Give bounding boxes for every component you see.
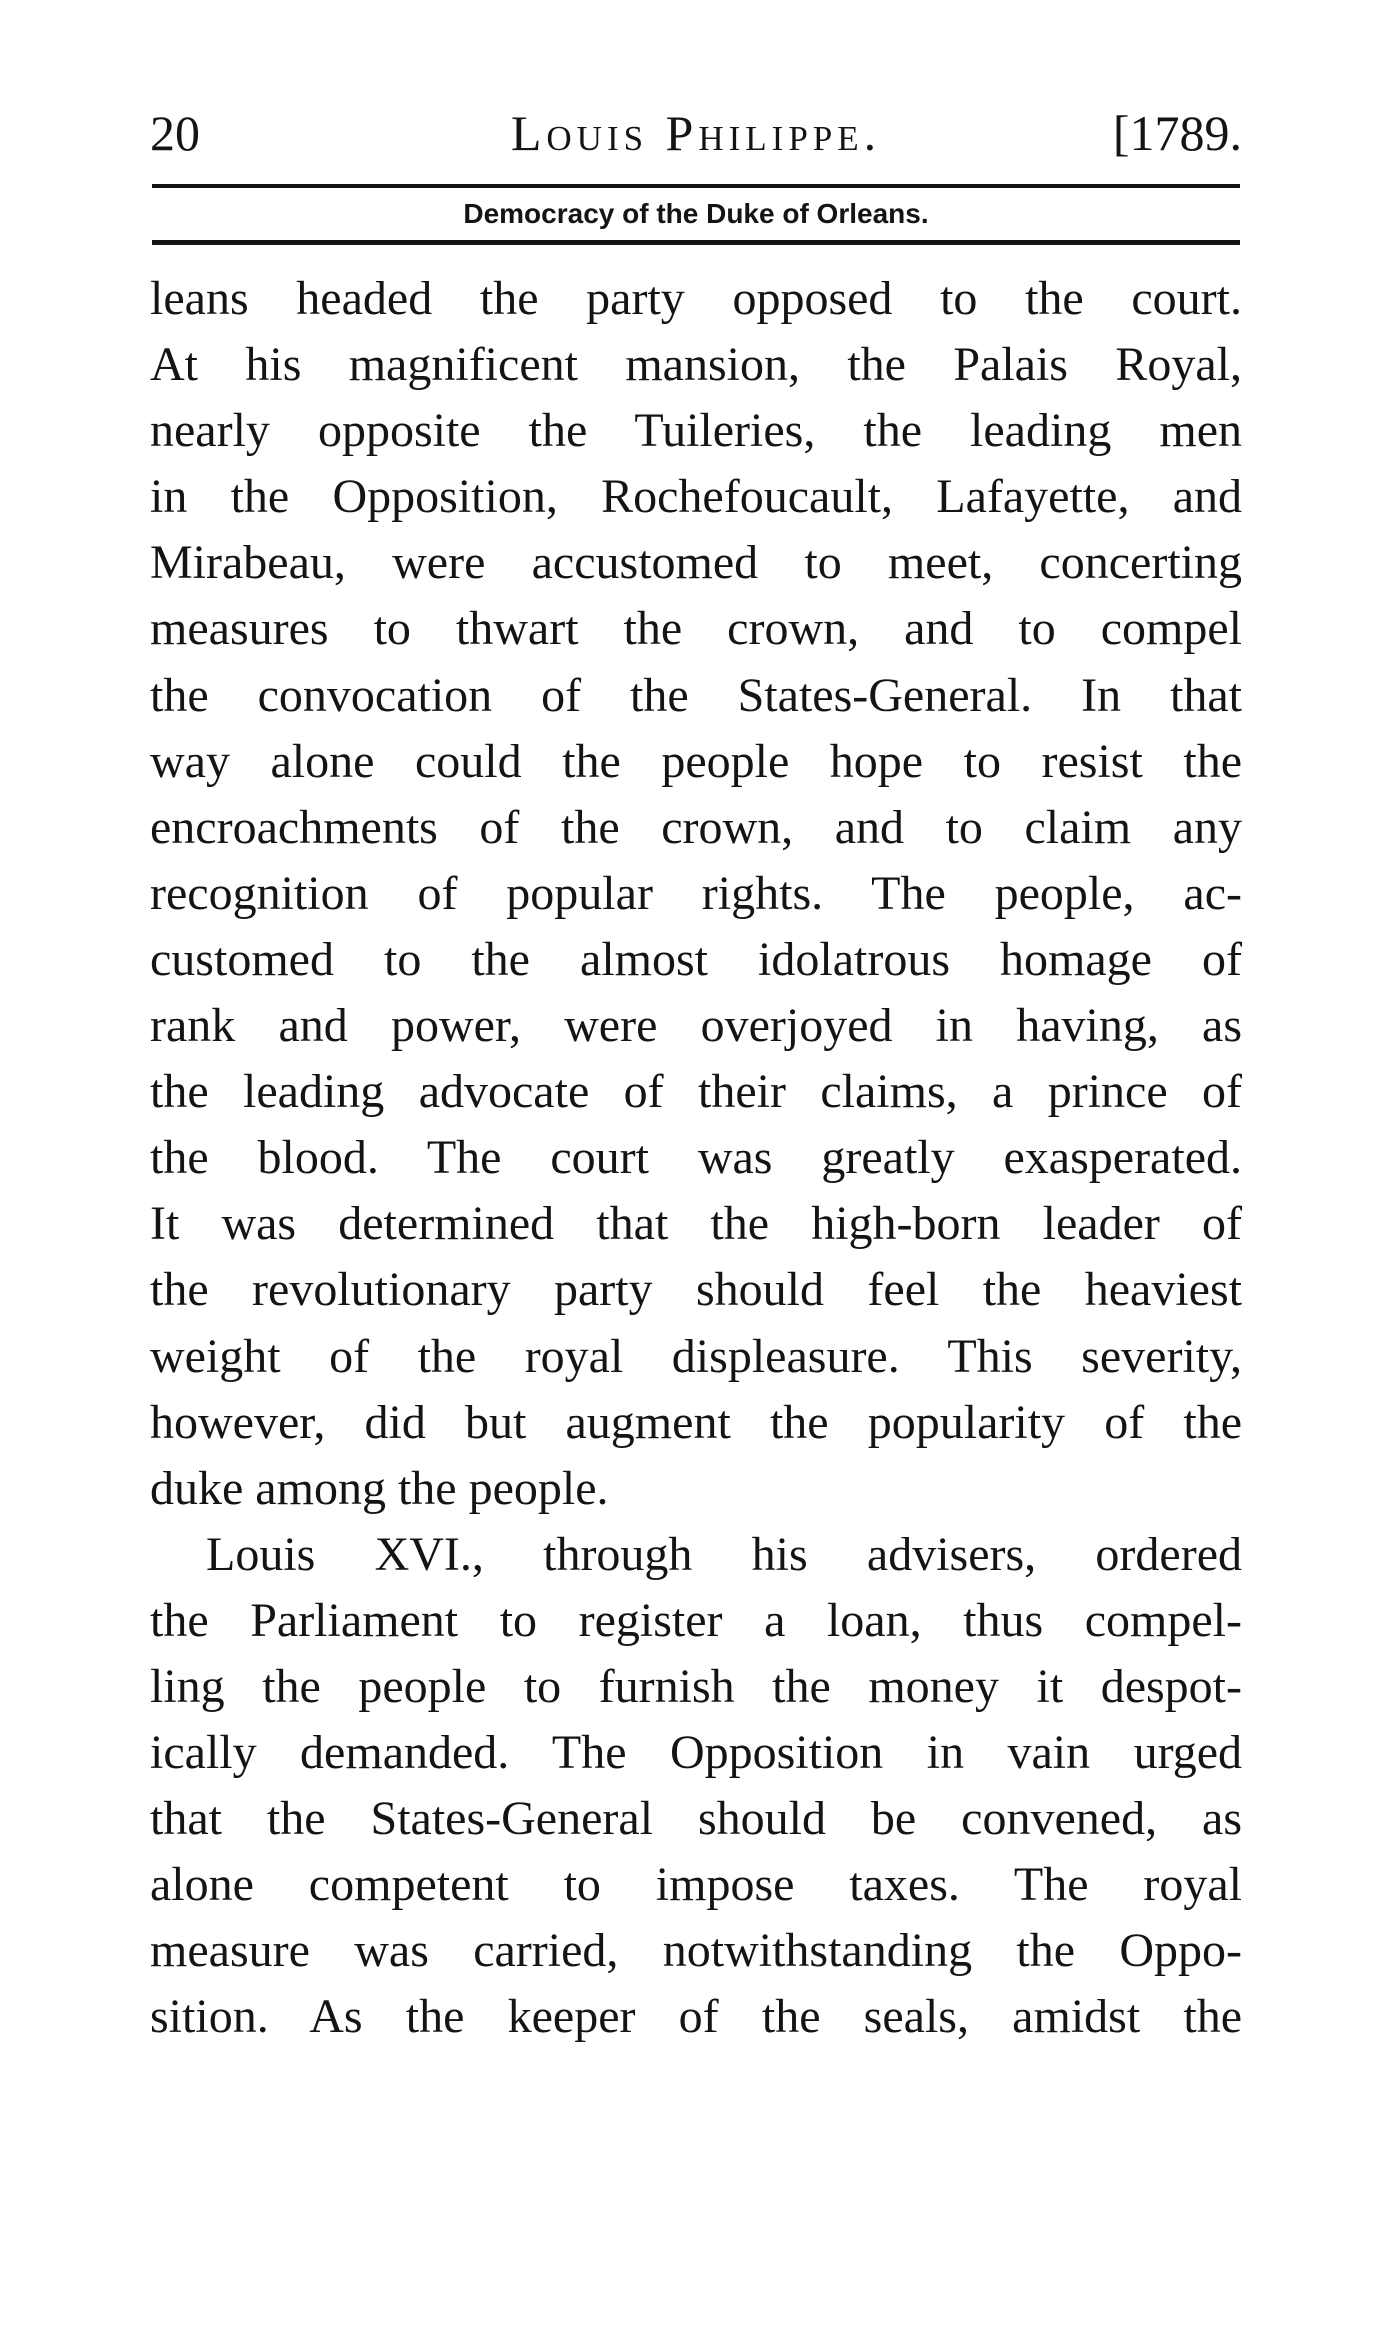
text-line: alone competent to impose taxes. The royal (150, 1858, 1242, 1912)
text-line: recognition of popular rights. The people, ac- (150, 866, 1242, 920)
text-line: the convocation of the States-General. In that (150, 668, 1242, 722)
text-line: way alone could the people hope to resist the (150, 734, 1242, 788)
text-line: in the Opposition, Rochefoucault, Lafayette, and (150, 470, 1242, 524)
text-line: the leading advocate of their claims, a prince of (150, 1065, 1242, 1119)
text-line: leans headed the party opposed to the court. (150, 272, 1242, 325)
text-line: that the States-General should be convened, as (150, 1792, 1242, 1846)
year-marker: [1789. (1112, 105, 1242, 161)
text-line: the blood. The court was greatly exasperated. (150, 1131, 1242, 1185)
text-line: however, did but augment the popularity of the (150, 1395, 1242, 1449)
header-rule-top (152, 184, 1240, 188)
running-head (150, 98, 1242, 168)
text-line: the revolutionary party should feel the heaviest (150, 1263, 1242, 1317)
text-line: customed to the almost idolatrous homage of (150, 932, 1242, 986)
text-line: measures to thwart the crown, and to compel (150, 602, 1242, 656)
text-line: nearly opposite the Tuileries, the leading men (150, 404, 1242, 458)
text-line: encroachments of the crown, and to claim any (150, 800, 1242, 854)
text-line: ling the people to furnish the money it despot- (150, 1659, 1242, 1713)
text-line: Mirabeau, were accustomed to meet, concerting (150, 536, 1242, 590)
header-rule-bottom (152, 240, 1240, 245)
text-line: sition. As the keeper of the seals, amidst the (150, 1990, 1242, 2044)
page-number: 20 (150, 105, 200, 161)
text-line: weight of the royal displeasure. This severity, (150, 1329, 1242, 1383)
paragraph-start-line: Louis XVI., through his advisers, ordered (206, 1527, 1242, 1581)
paragraph-end-line: duke among the people. (150, 1461, 609, 1515)
text-line: measure was carried, notwithstanding the Oppo- (150, 1924, 1242, 1978)
text-line: rank and power, were overjoyed in having, as (150, 999, 1242, 1053)
section-subheading: Democracy of the Duke of Orleans. (463, 198, 929, 229)
text-line: At his magnificent mansion, the Palais Royal, (150, 338, 1242, 392)
text-line: It was determined that the high-born leader of (150, 1197, 1242, 1251)
body-text (150, 266, 1242, 2051)
text-line: the Parliament to register a loan, thus compel- (150, 1593, 1242, 1647)
text-line: ically demanded. The Opposition in vain urged (150, 1726, 1242, 1780)
book-title: Louis Philippe. (510, 105, 882, 161)
